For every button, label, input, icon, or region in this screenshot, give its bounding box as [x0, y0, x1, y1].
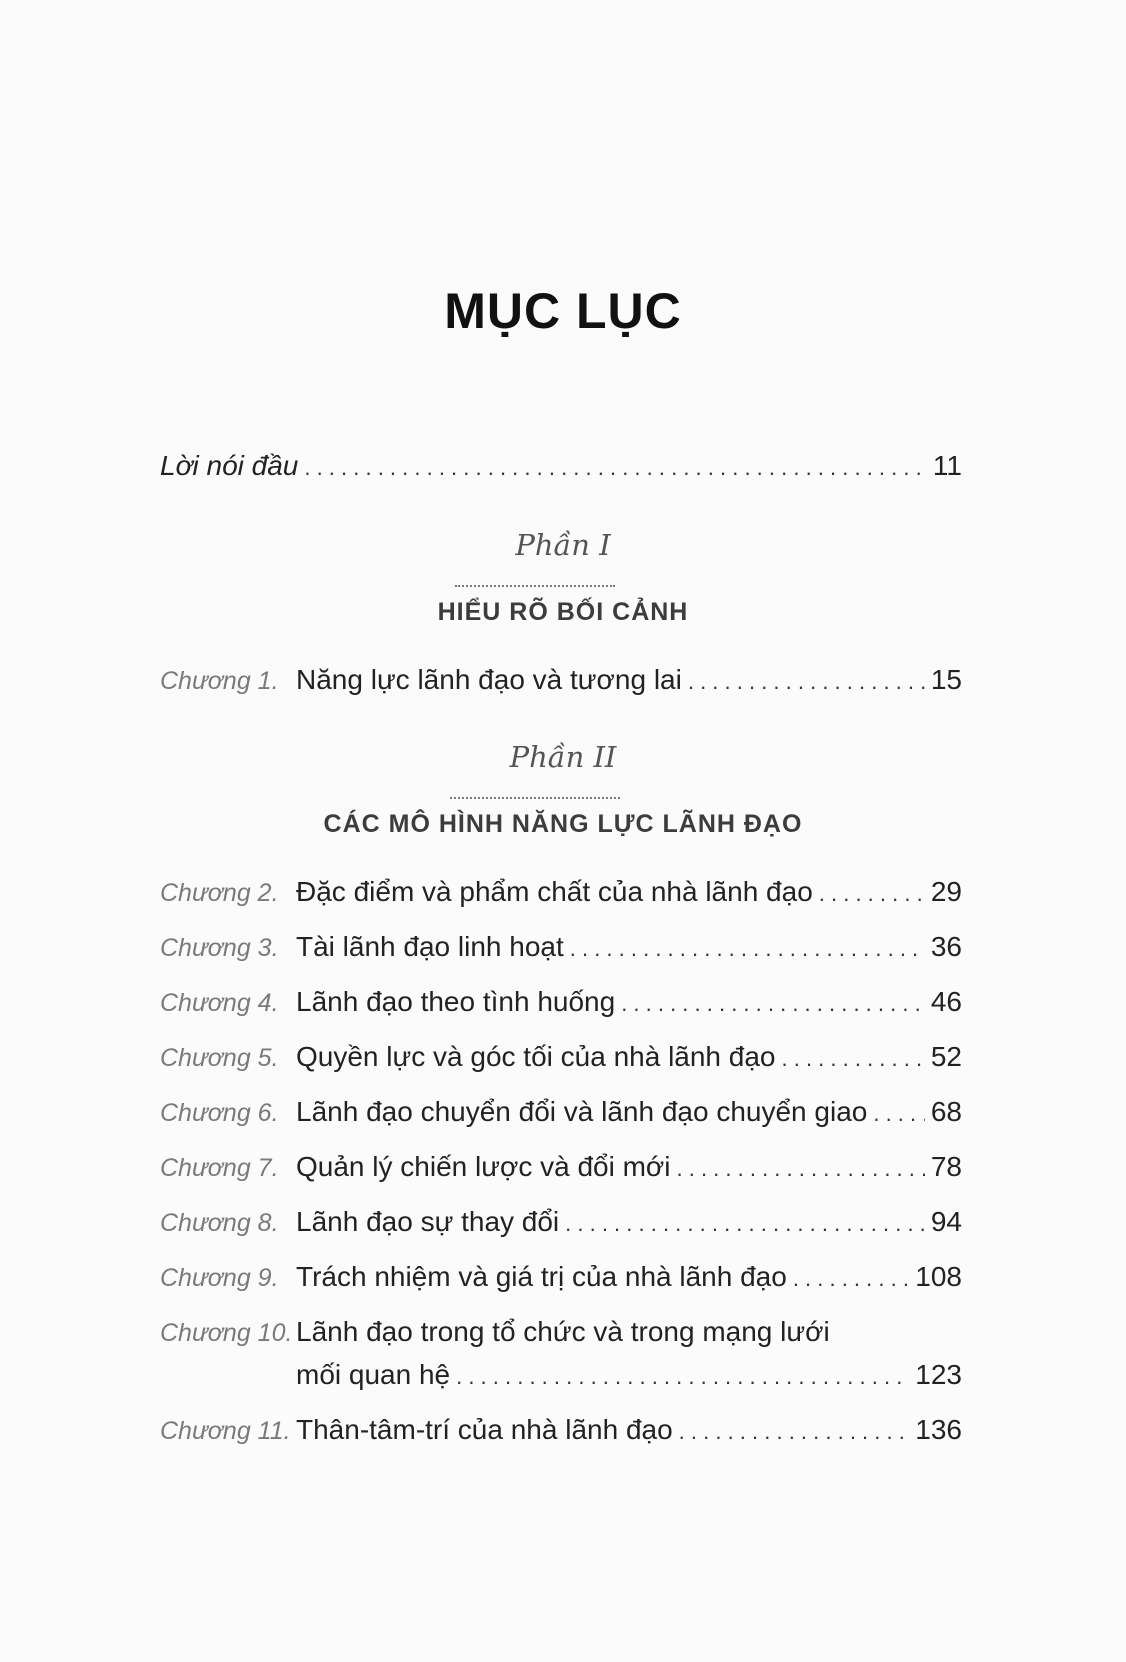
toc-entry-title: Lãnh đạo theo tình huống	[296, 986, 616, 1017]
dot-leader	[793, 1268, 909, 1290]
toc-entry-page: 78	[930, 1151, 962, 1182]
toc-entry-chapter-8[interactable]	[160, 1208, 962, 1236]
toc-entry-page: 29	[930, 876, 962, 907]
toc-entry-chapter-6[interactable]	[160, 1098, 962, 1126]
part-label: Phần I	[515, 528, 611, 562]
dot-leader	[873, 1103, 924, 1125]
chapter-number: Chương 5.	[160, 1044, 279, 1072]
dot-leader	[456, 1366, 909, 1388]
toc-entry-chapter-7[interactable]	[160, 1153, 962, 1181]
dot-leader	[819, 883, 925, 905]
toc-entry-title: Đặc điểm và phẩm chất của nhà lãnh đạo	[296, 876, 813, 907]
chapter-number: Chương 6.	[160, 1099, 279, 1127]
part-divider	[455, 585, 615, 587]
part-title: CÁC MÔ HÌNH NĂNG LỰC LÃNH ĐẠO	[323, 810, 803, 838]
toc-entry-title: Lời nói đầu	[160, 450, 299, 481]
toc-entry-chapter-3[interactable]	[160, 933, 962, 961]
toc-entry-chapter-10-continued[interactable]	[160, 1361, 962, 1389]
part-title: HIỂU RÕ BỐI CẢNH	[437, 598, 689, 626]
chapter-number: Chương 9.	[160, 1264, 279, 1292]
toc-entry-chapter-9[interactable]	[160, 1263, 962, 1291]
dot-leader	[679, 1421, 910, 1443]
dot-leader	[677, 1158, 925, 1180]
toc-entry-page: 46	[930, 986, 962, 1017]
part-label: Phần II	[509, 740, 617, 774]
dot-leader	[621, 993, 925, 1015]
toc-entry-title-line-2: mối quan hệ	[296, 1359, 451, 1390]
toc-entry-title: Quyền lực và góc tối của nhà lãnh đạo	[296, 1041, 776, 1072]
toc-entry-title: Thân-tâm-trí của nhà lãnh đạo	[296, 1414, 673, 1445]
toc-entry-page: 52	[930, 1041, 962, 1072]
chapter-number: Chương 10.	[160, 1319, 293, 1347]
toc-entry-page: 136	[915, 1414, 962, 1445]
part-divider	[450, 797, 620, 799]
toc-entry-page: 15	[930, 664, 962, 695]
toc-entry-chapter-11[interactable]	[160, 1416, 962, 1444]
toc-entry-title: Lãnh đạo sự thay đổi	[296, 1206, 560, 1237]
chapter-number: Chương 1.	[160, 667, 279, 695]
toc-entry-title-line-1: Lãnh đạo trong tổ chức và trong mạng lưới	[296, 1316, 830, 1347]
toc-entry-chapter-10[interactable]	[160, 1318, 962, 1346]
chapter-number: Chương 4.	[160, 989, 279, 1017]
toc-entry-page: 11	[932, 450, 962, 481]
toc-entry-preface[interactable]	[160, 452, 962, 480]
toc-entry-page: 68	[930, 1096, 962, 1127]
dot-leader	[782, 1048, 925, 1070]
toc-entry-page: 123	[915, 1359, 962, 1390]
toc-entry-page: 108	[915, 1261, 962, 1292]
toc-entry-page: 94	[930, 1206, 962, 1237]
toc-entry-title: Trách nhiệm và giá trị của nhà lãnh đạo	[296, 1261, 787, 1292]
toc-entry-title: Lãnh đạo chuyển đổi và lãnh đạo chuyển giao	[296, 1096, 868, 1127]
toc-entry-title: Tài lãnh đạo linh hoạt	[296, 931, 564, 962]
toc-entry-title: Năng lực lãnh đạo và tương lai	[296, 664, 682, 695]
toc-entry-chapter-2[interactable]	[160, 878, 962, 906]
toc-entry-chapter-1[interactable]	[160, 666, 962, 694]
chapter-number: Chương 3.	[160, 934, 279, 962]
dot-leader	[565, 1213, 925, 1235]
page-title: MỤC LỤC	[444, 283, 682, 339]
dot-leader	[688, 671, 925, 693]
chapter-number: Chương 7.	[160, 1154, 279, 1182]
dot-leader	[570, 938, 925, 960]
toc-entry-chapter-5[interactable]	[160, 1043, 962, 1071]
chapter-number: Chương 11.	[160, 1417, 291, 1445]
chapter-number: Chương 8.	[160, 1209, 279, 1237]
chapter-number: Chương 2.	[160, 879, 279, 907]
toc-entry-chapter-4[interactable]	[160, 988, 962, 1016]
toc-entry-page: 36	[930, 931, 962, 962]
toc-entry-title: Quản lý chiến lược và đổi mới	[296, 1151, 671, 1182]
dot-leader	[304, 457, 927, 479]
